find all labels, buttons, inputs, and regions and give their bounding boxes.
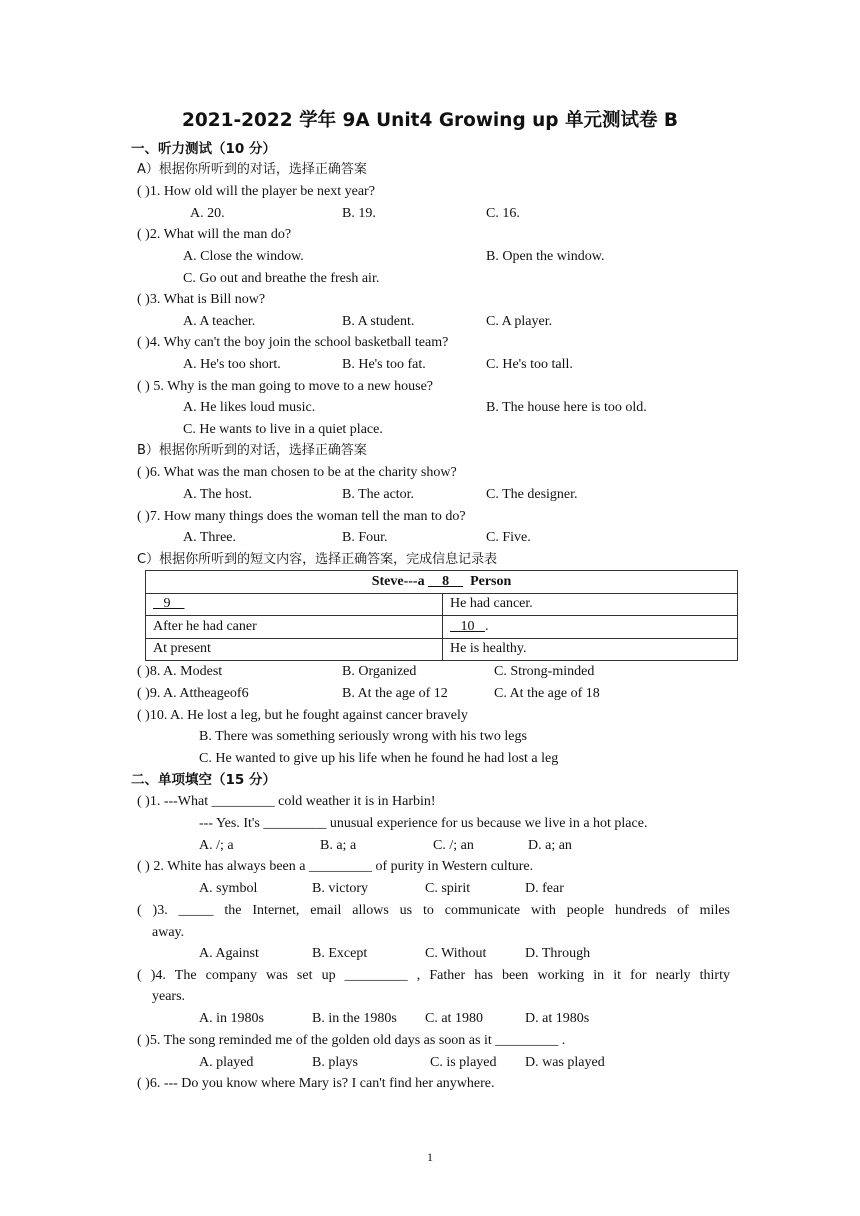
option-d: D. was played	[525, 1055, 605, 1070]
option-d: D. at 1980s	[525, 1011, 590, 1026]
table-cell	[146, 593, 443, 616]
blank-8: 8	[428, 573, 464, 589]
question-2: ( )2. What will the man do?	[137, 227, 292, 242]
option-a: A. He's too short.	[183, 357, 281, 372]
option-b: B. Organized	[342, 664, 417, 679]
option-c: C. At the age of 18	[494, 686, 600, 701]
table-cell: He is healthy.	[443, 638, 738, 661]
option-b: B. He's too fat.	[342, 357, 426, 372]
table-header-cell	[146, 571, 738, 594]
question-1: ( )1. ---What _________ cold weather it is in Harbin!	[137, 794, 436, 809]
option-a: A. Three.	[183, 530, 236, 545]
option-a: A. Close the window.	[183, 249, 304, 264]
question-3: ( )3. What is Bill now?	[137, 292, 266, 307]
question-10: ( )10. A. He lost a leg, but he fought against cancer bravely	[137, 708, 468, 723]
option-c: C. A player.	[486, 314, 553, 329]
option-b: B. 19.	[342, 206, 376, 221]
option-d: D. Through	[525, 946, 591, 961]
table-cell: He had cancer.	[443, 593, 738, 616]
option-c: C. /; an	[433, 838, 474, 853]
question-3: ( )3. _____ the Internet, email allows us to communicate with people hundreds of miles	[137, 903, 730, 918]
option-b: B. in the 1980s	[312, 1011, 397, 1026]
question-4-line-2: years.	[152, 989, 186, 1004]
question-4: ( )4. The company was set up _________ , Father has been working in it for nearly thirty	[137, 968, 730, 983]
part-b-instruction: B）根据你所听到的对话，选择正确答案	[137, 443, 367, 458]
option-a: A. A teacher.	[183, 314, 256, 329]
option-a: A. played	[199, 1055, 254, 1070]
question-5: ( ) 5. Why is the man going to move to a new house?	[137, 379, 434, 394]
option-c: C. Strong-minded	[494, 664, 595, 679]
option-a: A. 20.	[190, 206, 225, 221]
option-a: A. symbol	[199, 881, 258, 896]
option-b: B. A student.	[342, 314, 415, 329]
option-b: B. There was something seriously wrong with his two legs	[199, 729, 527, 744]
info-record-table	[145, 570, 738, 661]
question-2: ( ) 2. White has always been a _________ of purity in Western culture.	[137, 859, 534, 874]
option-c: C. He wants to live in a quiet place.	[183, 422, 383, 437]
option-c: C. He's too tall.	[486, 357, 573, 372]
question-6: ( )6. --- Do you know where Mary is? I can't find her anywhere.	[137, 1076, 495, 1091]
page-number: 1	[427, 1150, 433, 1164]
option-b: B. a; a	[320, 838, 357, 853]
part-c-instruction: C）根据你所听到的短文内容，选择正确答案，完成信息记录表	[137, 552, 498, 567]
option-a: A. in 1980s	[199, 1011, 264, 1026]
option-c: C. is played	[430, 1055, 497, 1070]
section-heading-single-choice: 二、单项填空（15 分）	[131, 772, 276, 788]
option-c: C. He wanted to give up his life when he found he had lost a leg	[199, 751, 559, 766]
question-3-line-2: away.	[152, 925, 185, 940]
cell-end: .	[485, 618, 489, 634]
option-d: D. a; an	[528, 838, 572, 853]
question-9: ( )9. A. Attheageof6	[137, 686, 249, 701]
option-b: B. plays	[312, 1055, 358, 1070]
option-b: B. The actor.	[342, 487, 415, 502]
option-a: A. /; a	[199, 838, 234, 853]
table-row	[146, 593, 738, 616]
header-text-end: Person	[463, 573, 512, 589]
header-text: Steve---a	[371, 573, 429, 589]
part-a-instruction: A）根据你所听到的对话，选择正确答案	[137, 162, 367, 177]
option-b: B. Open the window.	[486, 249, 605, 264]
table-row	[146, 616, 738, 639]
option-d: D. fear	[525, 881, 564, 896]
option-c: C. The designer.	[486, 487, 578, 502]
option-b: B. At the age of 12	[342, 686, 448, 701]
option-a: A. Against	[199, 946, 259, 961]
table-header-row	[146, 571, 738, 594]
option-b: B. victory	[312, 881, 368, 896]
option-c: C. at 1980	[425, 1011, 483, 1026]
table-row	[146, 638, 738, 661]
option-c: C. Without	[425, 946, 487, 961]
option-b: B. Except	[312, 946, 368, 961]
question-7: ( )7. How many things does the woman tell the man to do?	[137, 509, 466, 524]
blank-9: 9	[153, 596, 185, 612]
option-a: A. He likes loud music.	[183, 400, 316, 415]
option-a: A. The host.	[183, 487, 252, 502]
page-title: 2021-2022 学年 9A Unit4 Growing up 单元测试卷 B	[181, 110, 679, 131]
option-c: C. Go out and breathe the fresh air.	[183, 271, 380, 286]
table-cell: At present	[146, 638, 443, 661]
option-b: B. The house here is too old.	[486, 400, 647, 415]
question-1: ( )1. How old will the player be next year?	[137, 184, 375, 199]
option-c: C. Five.	[486, 530, 531, 545]
option-c: C. 16.	[486, 206, 520, 221]
table-cell: After he had caner	[146, 616, 443, 639]
question-5: ( )5. The song reminded me of the golden old days as soon as it _________ .	[137, 1033, 566, 1048]
question-1-line-2: --- Yes. It's _________ unusual experience for us because we live in a hot place.	[199, 816, 648, 831]
option-c: C. spirit	[425, 881, 471, 896]
table-cell	[443, 616, 738, 639]
question-6: ( )6. What was the man chosen to be at the charity show?	[137, 465, 457, 480]
question-4: ( )4. Why can't the boy join the school basketball team?	[137, 335, 449, 350]
option-b: B. Four.	[342, 530, 388, 545]
question-8: ( )8. A. Modest	[137, 664, 223, 679]
blank-10: 10	[450, 618, 485, 634]
section-heading-listening: 一、听力测试（10 分）	[131, 141, 276, 157]
